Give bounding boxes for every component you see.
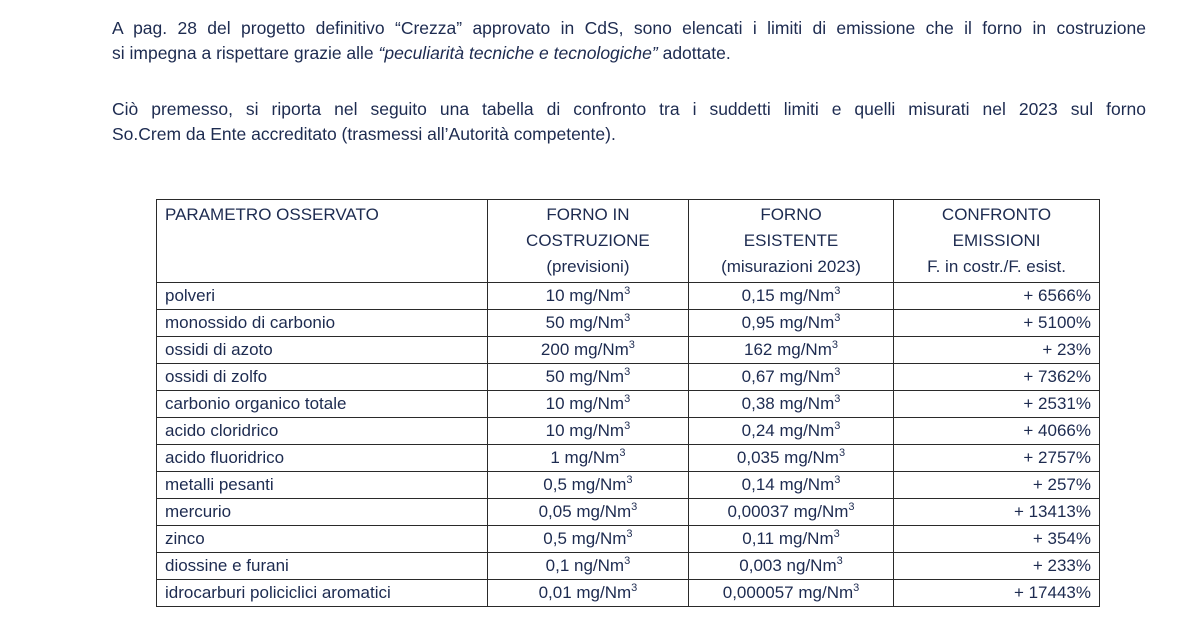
unit-superscript: 3 <box>626 528 633 540</box>
unit-superscript: 3 <box>619 447 626 459</box>
value-text: 0,05 mg/Nm <box>538 502 632 521</box>
unit-superscript: 3 <box>631 501 638 513</box>
table-body <box>157 283 1100 607</box>
new-furnace-value-cell <box>487 310 688 337</box>
unit-superscript: 3 <box>834 393 841 405</box>
unit-superscript: 3 <box>631 582 638 594</box>
unit-superscript: 3 <box>624 285 631 297</box>
existing-furnace-value-cell <box>688 283 893 310</box>
value-text: 0,38 mg/Nm <box>741 394 835 413</box>
new-furnace-value-cell <box>487 445 688 472</box>
unit-superscript: 3 <box>853 582 860 594</box>
table-row <box>157 364 1100 391</box>
value-text: 10 mg/Nm <box>545 421 625 440</box>
value-text: 0,67 mg/Nm <box>741 367 835 386</box>
parameter-cell: zinco <box>157 526 488 553</box>
unit-superscript: 3 <box>624 366 631 378</box>
new-furnace-value-cell <box>487 337 688 364</box>
comparison-line-2: So.Crem da Ente accreditato (trasmessi all’Autorità competente). <box>112 124 616 144</box>
table-row <box>157 418 1100 445</box>
existing-furnace-value-cell <box>688 391 893 418</box>
unit-superscript: 3 <box>624 393 631 405</box>
unit-superscript: 3 <box>624 420 631 432</box>
parameter-cell: polveri <box>157 283 488 310</box>
parameter-cell: mercurio <box>157 499 488 526</box>
new-furnace-value-cell <box>487 580 688 607</box>
value-text: 162 mg/Nm <box>744 340 832 359</box>
new-furnace-value-cell <box>487 499 688 526</box>
table-row <box>157 283 1100 310</box>
value-text: 0,15 mg/Nm <box>741 286 835 305</box>
header-emission-comparison: CONFRONTO EMISSIONI F. in costr./F. esist. <box>894 200 1100 283</box>
new-furnace-value-cell <box>487 364 688 391</box>
comparison-line-1: Ciò premesso, si riporta nel seguito una tabella di confronto tra i suddetti limiti e quelli misurati nel 2023 sul forno <box>112 99 1146 119</box>
value-text: 0,00037 mg/Nm <box>727 502 849 521</box>
parameter-cell: carbonio organico totale <box>157 391 488 418</box>
unit-superscript: 3 <box>834 312 841 324</box>
unit-superscript: 3 <box>624 555 631 567</box>
new-furnace-value-cell <box>487 553 688 580</box>
parameter-cell: monossido di carbonio <box>157 310 488 337</box>
new-furnace-value-cell <box>487 391 688 418</box>
unit-superscript: 3 <box>836 555 843 567</box>
new-furnace-value-cell <box>487 418 688 445</box>
unit-superscript: 3 <box>838 447 846 459</box>
value-text: 0,003 ng/Nm <box>739 556 837 575</box>
value-text: 0,11 mg/Nm <box>742 529 834 548</box>
header-parameter: PARAMETRO OSSERVATO <box>157 200 488 283</box>
comparison-cell: + 5100% <box>894 310 1100 337</box>
intro-line-1: A pag. 28 del progetto definitivo “Crezza” approvato in CdS, sono elencati i limiti di emissione che il forno in costruzione <box>112 18 1146 38</box>
parameter-cell: acido cloridrico <box>157 418 488 445</box>
value-text: 1 mg/Nm <box>550 448 620 467</box>
comparison-cell: + 7362% <box>894 364 1100 391</box>
comparison-cell: + 23% <box>894 337 1100 364</box>
existing-furnace-value-cell <box>688 580 893 607</box>
new-furnace-value-cell <box>487 472 688 499</box>
parameter-cell: diossine e furani <box>157 553 488 580</box>
unit-superscript: 3 <box>628 339 635 351</box>
value-text: 200 mg/Nm <box>540 340 629 359</box>
comparison-cell: + 6566% <box>894 283 1100 310</box>
unit-superscript: 3 <box>626 474 633 486</box>
table-header-row <box>157 200 1100 283</box>
value-text: 0,14 mg/Nm <box>741 475 835 494</box>
emissions-comparison-table <box>156 199 1100 607</box>
existing-furnace-value-cell <box>688 526 893 553</box>
unit-superscript: 3 <box>831 339 838 351</box>
parameter-cell: ossidi di azoto <box>157 337 488 364</box>
value-text: 50 mg/Nm <box>545 367 625 386</box>
new-furnace-value-cell <box>487 526 688 553</box>
comparison-cell: + 257% <box>894 472 1100 499</box>
comparison-cell: + 2531% <box>894 391 1100 418</box>
unit-superscript: 3 <box>848 501 855 513</box>
existing-furnace-value-cell <box>688 418 893 445</box>
value-text: 0,5 mg/Nm <box>543 475 627 494</box>
parameter-cell: metalli pesanti <box>157 472 488 499</box>
table-row <box>157 553 1100 580</box>
parameter-cell: ossidi di zolfo <box>157 364 488 391</box>
comparison-cell: + 17443% <box>894 580 1100 607</box>
unit-superscript: 3 <box>833 528 840 540</box>
new-furnace-value-cell <box>487 283 688 310</box>
table-row <box>157 580 1100 607</box>
value-text: 0,95 mg/Nm <box>741 313 835 332</box>
existing-furnace-value-cell <box>688 364 893 391</box>
table-row <box>157 472 1100 499</box>
intro-line-2-end: adottate. <box>657 43 731 63</box>
value-text: 0,035 mg/Nm <box>736 448 839 467</box>
comparison-cell: + 4066% <box>894 418 1100 445</box>
existing-furnace-value-cell <box>688 472 893 499</box>
existing-furnace-value-cell <box>688 553 893 580</box>
value-text: 0,24 mg/Nm <box>741 421 835 440</box>
header-new-furnace: FORNO IN COSTRUZIONE (previsioni) <box>487 200 688 283</box>
existing-furnace-value-cell <box>688 310 893 337</box>
value-text: 0,1 ng/Nm <box>545 556 625 575</box>
value-text: 10 mg/Nm <box>545 394 625 413</box>
value-text: 10 mg/Nm <box>545 286 625 305</box>
table-row <box>157 337 1100 364</box>
comparison-cell: + 2757% <box>894 445 1100 472</box>
parameter-cell: idrocarburi policiclici aromatici <box>157 580 488 607</box>
value-text: 0,000057 mg/Nm <box>722 583 854 602</box>
intro-line-2-start: si impegna a rispettare grazie alle <box>112 43 379 63</box>
comparison-cell: + 233% <box>894 553 1100 580</box>
table-row <box>157 445 1100 472</box>
table-row <box>157 391 1100 418</box>
intro-line-2 <box>112 41 1146 66</box>
unit-superscript: 3 <box>624 312 631 324</box>
value-text: 0,5 mg/Nm <box>543 529 627 548</box>
value-text: 50 mg/Nm <box>545 313 625 332</box>
existing-furnace-value-cell <box>688 337 893 364</box>
unit-superscript: 3 <box>834 474 841 486</box>
unit-superscript: 3 <box>834 285 841 297</box>
parameter-cell: acido fluoridrico <box>157 445 488 472</box>
existing-furnace-value-cell <box>688 499 893 526</box>
table-row <box>157 310 1100 337</box>
comparison-paragraph <box>112 97 1146 147</box>
comparison-cell: + 354% <box>894 526 1100 553</box>
comparison-cell: + 13413% <box>894 499 1100 526</box>
table-row <box>157 526 1100 553</box>
unit-superscript: 3 <box>834 420 841 432</box>
unit-superscript: 3 <box>834 366 841 378</box>
existing-furnace-value-cell <box>688 445 893 472</box>
value-text: 0,01 mg/Nm <box>538 583 632 602</box>
intro-paragraph <box>112 16 1146 66</box>
table-row <box>157 499 1100 526</box>
header-existing-furnace: FORNO ESISTENTE (misurazioni 2023) <box>688 200 893 283</box>
intro-quote-italic: “peculiarità tecniche e tecnologiche” <box>378 43 658 63</box>
